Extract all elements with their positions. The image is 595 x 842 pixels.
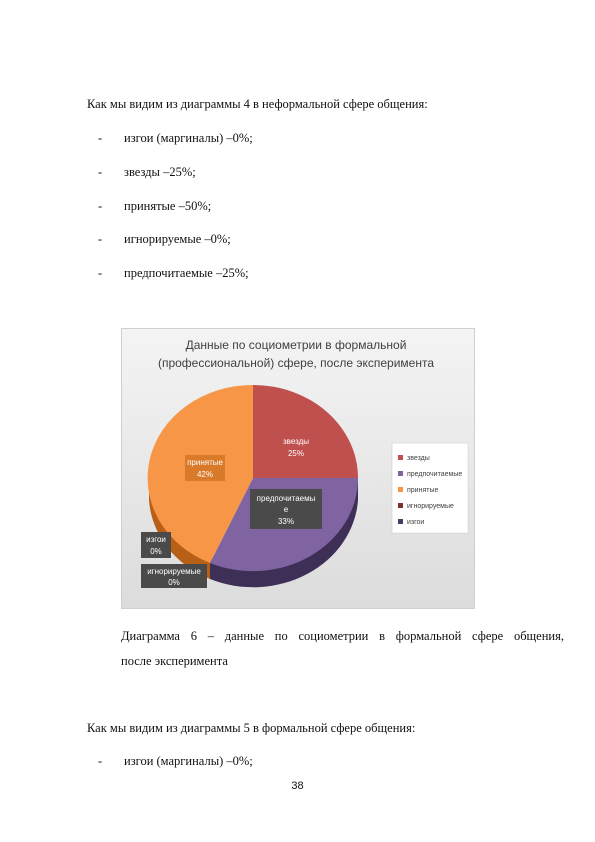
data-label-stars-pct: 25% [287,449,305,458]
list-item-text: предпочитаемые –25%; [124,266,249,280]
page-number: 38 [291,780,304,792]
list-item-text: игнорируемые –0%; [124,232,231,246]
data-label-ignored-pct: 0% [168,578,180,587]
pie-chart-svg [122,329,474,608]
data-label-accepted-pct: 42% [196,470,214,479]
legend-label: звезды [407,455,430,462]
data-label-ignored-name: игнорируемые [147,567,201,576]
bullet-dash: - [98,199,103,213]
legend-swatch [398,471,403,476]
list-item [98,754,253,769]
legend-swatch [398,519,403,524]
legend-label: принятые [407,487,439,494]
caption-line-2: после эксперимента [121,654,228,668]
list-item [98,131,253,146]
list-item [98,266,249,281]
data-label-stars-name: звезды [282,437,310,446]
data-label-outcasts-pct: 0% [150,547,162,556]
legend-swatch [398,455,403,460]
list-item-text: звезды –25%; [124,165,196,179]
chart-title-line-1: Данные по социометрии в формальной [185,338,407,352]
data-label-outcasts [141,532,171,558]
bullet-dash: - [98,131,103,145]
data-label-outcasts-name: изгои [146,535,166,544]
caption-line-1: Диаграмма 6 – данные по социометрии в формальной сфере общения, [121,629,564,643]
list-item [98,165,196,180]
legend-swatch [398,503,403,508]
list-item [98,199,211,214]
legend-label: изгои [407,519,425,526]
list-item-text: принятые –50%; [124,199,212,213]
list-item-text: изгои (маргиналы) –0%; [124,131,253,145]
data-label-preferred [250,489,322,529]
pie-chart-figure [121,328,475,609]
legend-label: игнорируемые [407,503,454,510]
bullet-dash: - [98,266,103,280]
data-label-ignored [141,564,207,588]
legend-swatch [398,487,403,492]
data-label-preferred-name-2: е [283,505,289,514]
data-label-stars [279,433,313,461]
legend-label: предпочитаемые [407,471,463,478]
data-label-accepted [185,455,225,481]
bullet-dash: - [98,754,103,768]
slice-stars [253,385,358,478]
bullet-dash: - [98,165,103,179]
data-label-accepted-name: принятые [187,458,223,467]
chart-legend [392,443,468,533]
list-item-text: изгои (маргиналы) –0%; [124,754,253,768]
intro-paragraph-2: Как мы видим из диаграммы 5 в формальной сфере общения: [87,721,416,735]
data-label-preferred-name-1: предпочитаемы [256,494,316,503]
data-label-preferred-pct: 33% [277,517,295,526]
figure-caption [121,624,564,674]
intro-paragraph-1: Как мы видим из диаграммы 4 в неформальной сфере общения: [87,97,428,111]
list-item [98,232,231,247]
bullet-dash: - [98,232,103,246]
chart-title-line-2: (профессиональной) сфере, после эксперимента [157,356,435,370]
